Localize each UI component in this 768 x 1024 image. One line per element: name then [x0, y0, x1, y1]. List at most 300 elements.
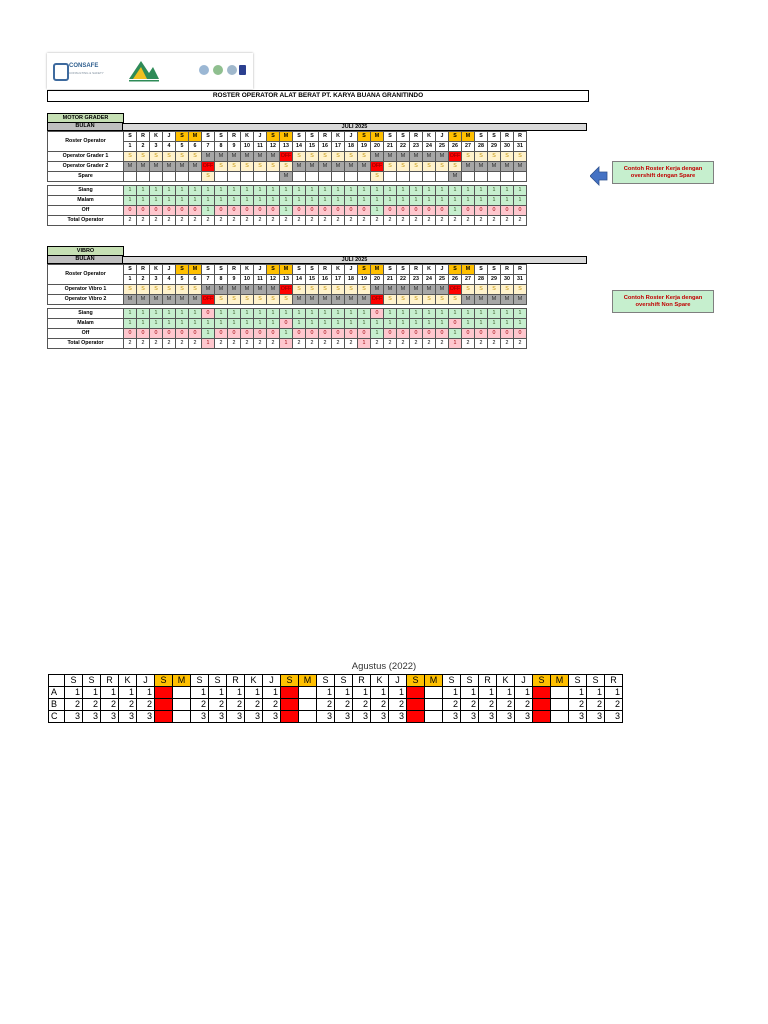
august-cell: 3	[263, 711, 281, 723]
shift-cell: M	[410, 285, 423, 295]
date-cell: 5	[176, 275, 189, 285]
summary-cell: 0	[202, 309, 215, 319]
summary-cell: 2	[397, 339, 410, 349]
summary-cell: 0	[514, 206, 527, 216]
shift-cell	[254, 172, 267, 182]
date-cell: 21	[384, 275, 397, 285]
date-cell: 23	[410, 275, 423, 285]
shift-cell: M	[501, 295, 514, 305]
summary-cell: 1	[384, 196, 397, 206]
operator-row	[48, 295, 527, 305]
summary-cell: 1	[124, 309, 137, 319]
shift-cell: M	[267, 285, 280, 295]
summary-label: Off	[48, 329, 124, 339]
august-cell: 1	[317, 687, 335, 699]
day-cell: R	[319, 132, 332, 142]
date-cell: 26	[449, 142, 462, 152]
summary-cell: 1	[163, 196, 176, 206]
day-cell: S	[267, 132, 280, 142]
august-cell	[155, 699, 173, 711]
shift-cell: M	[397, 152, 410, 162]
month-label: JULI 2025	[123, 256, 587, 264]
shift-cell: M	[319, 162, 332, 172]
day-cell: S	[202, 132, 215, 142]
day-cell: K	[332, 265, 345, 275]
summary-cell: 1	[267, 319, 280, 329]
august-row	[49, 687, 623, 699]
shift-cell: M	[202, 152, 215, 162]
august-day-cell: K	[119, 675, 137, 687]
date-cell: 29	[488, 142, 501, 152]
summary-cell: 1	[358, 186, 371, 196]
august-day-cell: S	[191, 675, 209, 687]
summary-cell: 1	[514, 186, 527, 196]
day-cell: J	[254, 132, 267, 142]
date-cell: 27	[462, 142, 475, 152]
summary-cell: 1	[189, 319, 202, 329]
august-day-cell: S	[461, 675, 479, 687]
day-cell: R	[137, 132, 150, 142]
summary-cell: 2	[475, 216, 488, 226]
day-cell: M	[280, 265, 293, 275]
shift-cell: M	[124, 295, 137, 305]
summary-cell: 1	[293, 319, 306, 329]
august-cell: 1	[119, 687, 137, 699]
august-row-label: A	[49, 687, 65, 699]
summary-cell: 0	[228, 206, 241, 216]
summary-cell: 2	[215, 339, 228, 349]
summary-cell: 1	[215, 196, 228, 206]
august-cell: 3	[119, 711, 137, 723]
summary-cell: 1	[319, 309, 332, 319]
shift-cell	[319, 172, 332, 182]
shift-cell	[410, 172, 423, 182]
summary-cell: 1	[267, 186, 280, 196]
summary-cell: 1	[319, 186, 332, 196]
date-cell: 15	[306, 275, 319, 285]
date-cell: 16	[319, 142, 332, 152]
august-cell: 2	[353, 699, 371, 711]
summary-cell: 0	[384, 206, 397, 216]
august-cell: 3	[569, 711, 587, 723]
summary-cell: 1	[280, 206, 293, 216]
day-cell: J	[254, 265, 267, 275]
shift-cell: S	[280, 162, 293, 172]
summary-cell: 0	[514, 329, 527, 339]
august-day-cell: J	[515, 675, 533, 687]
summary-cell: 1	[332, 319, 345, 329]
summary-cell: 2	[319, 216, 332, 226]
shift-cell	[163, 172, 176, 182]
summary-cell: 1	[501, 196, 514, 206]
shift-cell: M	[371, 285, 384, 295]
august-cell: 3	[587, 711, 605, 723]
operator-label: Operator Vibro 1	[48, 285, 124, 295]
shift-cell: S	[137, 285, 150, 295]
summary-cell: 1	[241, 186, 254, 196]
august-cell: 1	[479, 687, 497, 699]
summary-cell: 1	[202, 186, 215, 196]
summary-cell: 1	[215, 186, 228, 196]
summary-cell: 2	[189, 216, 202, 226]
summary-cell: 2	[462, 339, 475, 349]
shift-cell: S	[189, 152, 202, 162]
summary-cell: 2	[423, 339, 436, 349]
august-cell	[407, 687, 425, 699]
summary-cell: 2	[332, 216, 345, 226]
shift-cell: M	[410, 152, 423, 162]
summary-cell: 0	[397, 206, 410, 216]
summary-cell: 1	[293, 186, 306, 196]
shift-cell: S	[163, 152, 176, 162]
summary-cell: 2	[397, 216, 410, 226]
day-cell: S	[358, 132, 371, 142]
summary-cell: 1	[137, 319, 150, 329]
summary-label: Off	[48, 206, 124, 216]
date-cell: 13	[280, 142, 293, 152]
date-cell: 1	[124, 142, 137, 152]
day-cell: S	[488, 132, 501, 142]
day-header-row	[48, 265, 527, 275]
bulan-label: BULAN	[47, 256, 123, 264]
august-cell: 2	[119, 699, 137, 711]
august-day-cell: M	[551, 675, 569, 687]
date-cell: 12	[267, 142, 280, 152]
summary-cell: 0	[358, 329, 371, 339]
august-row-label: B	[49, 699, 65, 711]
summary-cell: 0	[358, 206, 371, 216]
operator-label: Operator Vibro 2	[48, 295, 124, 305]
date-cell: 20	[371, 142, 384, 152]
summary-cell: 2	[501, 339, 514, 349]
august-cell: 1	[137, 687, 155, 699]
shift-cell: S	[124, 285, 137, 295]
august-cell: 1	[389, 687, 407, 699]
summary-cell: 0	[163, 206, 176, 216]
day-cell: J	[163, 132, 176, 142]
august-cell	[299, 699, 317, 711]
summary-cell: 1	[202, 319, 215, 329]
summary-cell: 0	[332, 329, 345, 339]
summary-cell: 0	[293, 329, 306, 339]
summary-cell: 1	[254, 186, 267, 196]
summary-cell: 2	[215, 216, 228, 226]
shift-cell: M	[150, 295, 163, 305]
summary-label: Malam	[48, 196, 124, 206]
summary-cell: 1	[449, 329, 462, 339]
day-cell: S	[215, 132, 228, 142]
august-cell: 2	[335, 699, 353, 711]
august-row	[49, 699, 623, 711]
august-day-cell: S	[317, 675, 335, 687]
shift-cell: S	[436, 162, 449, 172]
summary-cell: 1	[124, 196, 137, 206]
shift-cell: S	[293, 285, 306, 295]
date-cell: 8	[215, 142, 228, 152]
shift-cell: M	[514, 295, 527, 305]
august-cell: 1	[209, 687, 227, 699]
summary-cell: 2	[176, 339, 189, 349]
summary-cell: 1	[124, 319, 137, 329]
shift-cell: M	[215, 152, 228, 162]
shift-cell	[189, 172, 202, 182]
shift-cell: M	[436, 152, 449, 162]
summary-cell: 2	[306, 216, 319, 226]
summary-cell: 1	[475, 196, 488, 206]
shift-cell: S	[371, 172, 384, 182]
shift-cell	[397, 172, 410, 182]
summary-cell: 2	[228, 339, 241, 349]
shift-cell: S	[241, 162, 254, 172]
summary-cell: 1	[488, 186, 501, 196]
day-cell: S	[306, 132, 319, 142]
summary-cell: 0	[228, 329, 241, 339]
day-cell: M	[280, 132, 293, 142]
shift-cell: M	[293, 295, 306, 305]
roster-operator-label: Roster Operator	[48, 265, 124, 285]
august-cell: 3	[317, 711, 335, 723]
shift-cell: S	[319, 285, 332, 295]
shift-cell	[462, 172, 475, 182]
summary-cell: 2	[514, 339, 527, 349]
summary-cell: 2	[410, 216, 423, 226]
summary-cell: 1	[202, 329, 215, 339]
summary-cell: 1	[501, 309, 514, 319]
summary-cell: 1	[371, 186, 384, 196]
august-cell	[551, 711, 569, 723]
august-day-cell: S	[443, 675, 461, 687]
summary-cell: 1	[397, 319, 410, 329]
august-cell	[299, 687, 317, 699]
august-cell: 3	[353, 711, 371, 723]
day-cell: R	[137, 265, 150, 275]
august-day-cell: M	[299, 675, 317, 687]
summary-cell: 2	[150, 216, 163, 226]
shift-cell	[488, 172, 501, 182]
summary-cell: 1	[254, 309, 267, 319]
consafe-subtitle: CONSULTING & SAFETY	[69, 71, 104, 75]
summary-cell: 1	[189, 186, 202, 196]
day-cell: S	[215, 265, 228, 275]
summary-cell: 0	[254, 206, 267, 216]
shift-cell: OFF	[449, 152, 462, 162]
date-cell: 4	[163, 142, 176, 152]
august-cell: 2	[389, 699, 407, 711]
day-cell: J	[345, 265, 358, 275]
summary-cell: 1	[215, 309, 228, 319]
date-cell: 23	[410, 142, 423, 152]
summary-cell: 1	[306, 319, 319, 329]
august-day-cell: J	[137, 675, 155, 687]
summary-cell: 1	[306, 309, 319, 319]
summary-cell: 1	[163, 309, 176, 319]
august-day-cell: S	[281, 675, 299, 687]
august-title: Agustus (2022)	[351, 661, 417, 672]
august-cell: 2	[443, 699, 461, 711]
date-cell: 2	[137, 275, 150, 285]
day-cell: M	[189, 132, 202, 142]
summary-cell: 1	[410, 319, 423, 329]
summary-cell: 1	[488, 319, 501, 329]
summary-cell: 2	[241, 216, 254, 226]
shift-cell	[306, 172, 319, 182]
summary-cell: 1	[202, 339, 215, 349]
day-cell: S	[449, 132, 462, 142]
summary-cell: 0	[215, 206, 228, 216]
shift-cell: S	[189, 285, 202, 295]
shift-cell: S	[410, 295, 423, 305]
august-cell: 2	[137, 699, 155, 711]
summary-cell: 1	[280, 186, 293, 196]
shift-cell: S	[150, 285, 163, 295]
day-cell: K	[150, 132, 163, 142]
summary-cell: 1	[449, 309, 462, 319]
august-cell: 1	[263, 687, 281, 699]
date-cell: 16	[319, 275, 332, 285]
shift-cell: M	[423, 152, 436, 162]
august-cell	[155, 711, 173, 723]
date-cell: 17	[332, 142, 345, 152]
summary-cell: 0	[488, 206, 501, 216]
date-cell: 9	[228, 275, 241, 285]
date-cell: 18	[345, 142, 358, 152]
shift-cell: S	[449, 295, 462, 305]
august-cell: 3	[335, 711, 353, 723]
august-cell: 1	[65, 687, 83, 699]
vibro-roster	[47, 246, 587, 349]
day-cell: S	[475, 132, 488, 142]
shift-cell: S	[475, 152, 488, 162]
august-cell: 3	[65, 711, 83, 723]
shift-cell: M	[137, 295, 150, 305]
date-cell: 14	[293, 275, 306, 285]
day-cell: S	[384, 132, 397, 142]
date-cell: 6	[189, 275, 202, 285]
summary-cell: 0	[423, 206, 436, 216]
operator-label: Operator Grader 2	[48, 162, 124, 172]
summary-cell: 2	[228, 216, 241, 226]
day-cell: S	[397, 265, 410, 275]
day-cell: S	[475, 265, 488, 275]
day-cell: S	[293, 132, 306, 142]
shift-cell: S	[241, 295, 254, 305]
summary-cell: 1	[293, 309, 306, 319]
summary-cell: 2	[137, 216, 150, 226]
summary-cell: 1	[306, 196, 319, 206]
day-cell: S	[202, 265, 215, 275]
august-cell: 2	[101, 699, 119, 711]
summary-cell: 2	[163, 339, 176, 349]
date-cell: 18	[345, 275, 358, 285]
seal-icon-4	[239, 65, 246, 75]
operator-row	[48, 172, 527, 182]
summary-cell: 0	[267, 329, 280, 339]
summary-cell: 1	[397, 186, 410, 196]
august-cell: 1	[605, 687, 623, 699]
summary-cell: 1	[488, 196, 501, 206]
shift-cell: S	[462, 285, 475, 295]
august-cell: 2	[227, 699, 245, 711]
august-cell: 2	[317, 699, 335, 711]
summary-cell: 1	[150, 319, 163, 329]
date-cell: 30	[501, 275, 514, 285]
summary-cell: 2	[137, 339, 150, 349]
august-cell: 3	[443, 711, 461, 723]
august-cell	[407, 711, 425, 723]
date-cell: 8	[215, 275, 228, 285]
summary-cell: 0	[176, 329, 189, 339]
summary-label: Total Operator	[48, 339, 124, 349]
summary-row	[48, 329, 527, 339]
operator-row	[48, 152, 527, 162]
day-cell: M	[371, 265, 384, 275]
summary-cell: 1	[410, 196, 423, 206]
date-cell: 10	[241, 275, 254, 285]
august-day-cell: S	[407, 675, 425, 687]
shift-cell: S	[137, 152, 150, 162]
summary-cell: 2	[332, 339, 345, 349]
august-cell	[425, 687, 443, 699]
summary-cell: 1	[241, 196, 254, 206]
date-cell: 27	[462, 275, 475, 285]
date-cell: 28	[475, 142, 488, 152]
summary-cell: 2	[267, 339, 280, 349]
grader-callout: Contoh Roster Kerja dengan overshift dengan Spare	[612, 161, 714, 184]
date-cell: 15	[306, 142, 319, 152]
summary-cell: 1	[241, 309, 254, 319]
summary-row	[48, 206, 527, 216]
section-label: VIBRO	[47, 246, 124, 256]
shift-cell	[345, 172, 358, 182]
shift-cell: M	[176, 295, 189, 305]
day-cell: S	[306, 265, 319, 275]
summary-cell: 1	[189, 196, 202, 206]
august-cell: 1	[371, 687, 389, 699]
august-day-cell: R	[353, 675, 371, 687]
shift-cell	[241, 172, 254, 182]
day-cell: J	[436, 265, 449, 275]
august-cell	[425, 699, 443, 711]
shift-cell: S	[501, 152, 514, 162]
shift-cell: OFF	[449, 285, 462, 295]
shift-cell: M	[345, 162, 358, 172]
summary-cell: 0	[150, 329, 163, 339]
summary-cell: 0	[501, 329, 514, 339]
shift-cell: M	[163, 162, 176, 172]
summary-cell: 1	[462, 309, 475, 319]
left-arrow-icon	[590, 166, 608, 186]
shift-cell: S	[254, 295, 267, 305]
august-cell	[155, 687, 173, 699]
summary-cell: 1	[267, 196, 280, 206]
kbg-logo-icon	[127, 57, 161, 83]
summary-cell: 0	[332, 206, 345, 216]
shift-cell: M	[462, 295, 475, 305]
august-day-cell: S	[587, 675, 605, 687]
day-cell: K	[241, 265, 254, 275]
shift-cell	[332, 172, 345, 182]
august-cell: 1	[461, 687, 479, 699]
summary-cell: 2	[462, 216, 475, 226]
shift-cell: S	[384, 295, 397, 305]
shift-cell: S	[501, 285, 514, 295]
summary-cell: 1	[449, 186, 462, 196]
summary-cell: 0	[436, 329, 449, 339]
august-cell: 1	[245, 687, 263, 699]
summary-cell: 0	[410, 206, 423, 216]
august-cell	[407, 699, 425, 711]
summary-cell: 0	[176, 206, 189, 216]
